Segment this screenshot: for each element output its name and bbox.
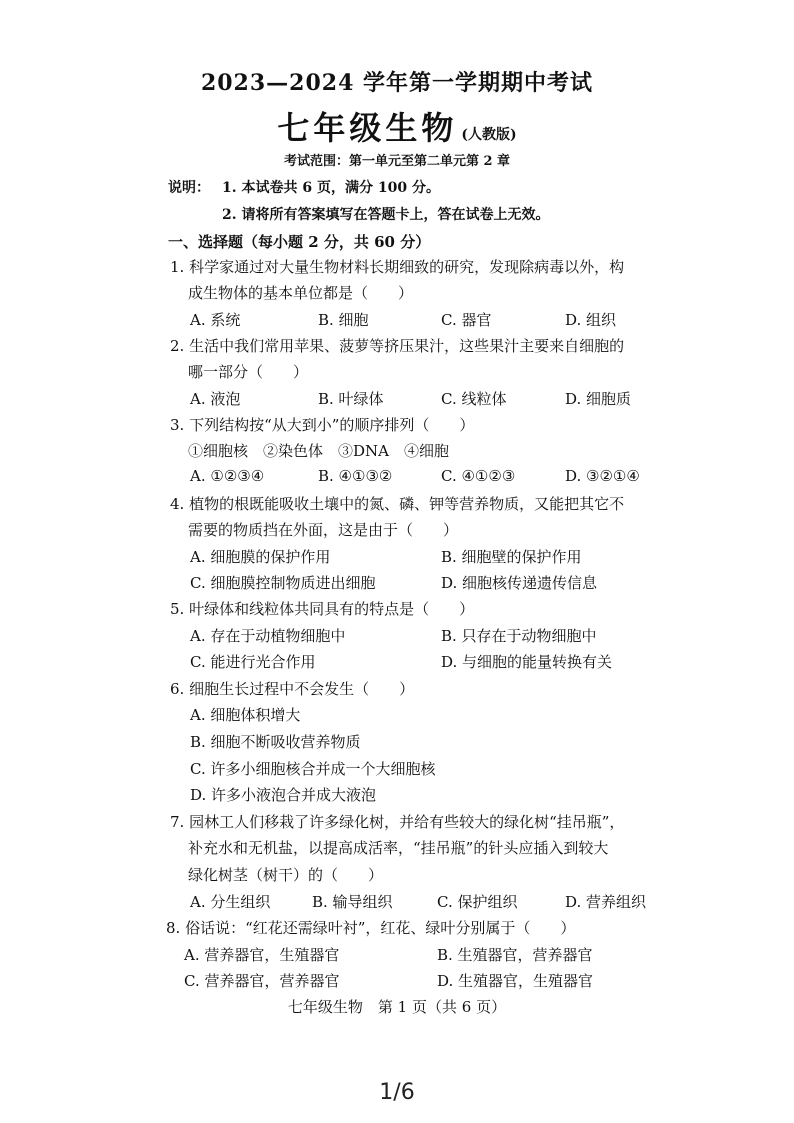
question-1-line-2: 成生物体的基本单位都是（ ） [188,284,414,302]
question-7-line-1: 7. 园林工人们移栽了许多绿化树，并给有些较大的绿化树“挂吊瓶”， [170,813,625,831]
question-4-option-c: C. 细胞膜控制物质进出细胞 [190,574,376,592]
question-4-option-d: D. 细胞核传递遗传信息 [441,574,598,592]
question-8-option-a: A. 营养器官，生殖器官 [184,946,340,964]
question-8-line-1: 8. 俗话说：“红花还需绿叶衬”，红花、绿叶分别属于（ ） [166,919,576,937]
question-4-option-a: A. 细胞膜的保护作用 [190,548,331,566]
question-8-option-b: B. 生殖器官，营养器官 [437,946,593,964]
instruction-2: 2. 请将所有答案填写在答题卡上，答在试卷上无效。 [222,207,550,223]
subject-heading [0,103,794,149]
question-5-line-1: 5. 叶绿体和线粒体共同具有的特点是（ ） [170,600,475,618]
question-2-option-c: C. 线粒体 [441,390,507,408]
question-8-option-d: D. 生殖器官，生殖器官 [437,972,594,990]
question-6-line-1: 6. 细胞生长过程中不会发生（ ） [170,680,415,698]
subject-name: 七年级生物 [277,109,458,147]
question-1-option-c: C. 器官 [441,311,492,329]
question-5-option-d: D. 与细胞的能量转换有关 [441,653,613,671]
question-3-option-d: D. ③②①④ [565,467,640,485]
edition-label: (人教版) [461,127,517,143]
instruction-1: 1. 本试卷共 6 页，满分 100 分。 [222,180,440,196]
question-3-option-c: C. ④①②③ [441,467,516,485]
question-2-line-2: 哪一部分（ ） [188,363,309,381]
question-3-line-1: 3. 下列结构按“从大到小”的顺序排列（ ） [170,416,475,434]
instructions-label: 说明： [168,180,210,196]
question-6-option-a: A. 细胞体积增大 [190,706,301,724]
question-1-line-1: 1. 科学家通过对大量生物材料长期细致的研究，发现除病毒以外，构 [170,258,625,276]
question-7-option-c: C. 保护组织 [437,893,518,911]
question-7-option-a: A. 分生组织 [190,893,271,911]
page-footer: 七年级生物 第 1 页（共 6 页） [287,998,507,1016]
question-3-option-b: B. ④①③② [318,467,393,485]
question-5-option-a: A. 存在于动植物细胞中 [190,627,346,645]
exam-title: 2023—2024 学年第一学期期中考试 [200,70,594,96]
question-5-option-b: B. 只存在于动物细胞中 [441,627,597,645]
section-heading: 一、选择题（每小题 2 分，共 60 分） [168,233,431,251]
page-counter: 1/6 [379,1080,415,1105]
question-6-option-b: B. 细胞不断吸收营养物质 [190,733,361,751]
question-7-option-b: B. 输导组织 [312,893,393,911]
question-7-line-2: 补充水和无机盐，以提高成活率，“挂吊瓶”的针头应插入到较大 [188,839,609,857]
exam-scope: 考试范围：第一单元至第二单元第 2 章 [283,154,511,169]
question-2-option-a: A. 液泡 [190,390,241,408]
question-1-option-a: A. 系统 [190,311,241,329]
question-1-option-b: B. 细胞 [318,311,369,329]
question-2-option-b: B. 叶绿体 [318,390,384,408]
question-1-option-d: D. 组织 [565,311,617,329]
question-6-option-c: C. 许多小细胞核合并成一个大细胞核 [190,760,436,778]
question-2-option-d: D. 细胞质 [565,390,632,408]
question-3-option-a: A. ①②③④ [190,467,265,485]
question-4-option-b: B. 细胞壁的保护作用 [441,548,582,566]
question-7-line-3: 绿化树茎（树干）的（ ） [188,866,384,884]
question-8-option-c: C. 营养器官，营养器官 [184,972,340,990]
question-5-option-c: C. 能进行光合作用 [190,653,316,671]
question-4-line-1: 4. 植物的根既能吸收土壤中的氮、磷、钾等营养物质，又能把其它不 [170,495,625,513]
question-2-line-1: 2. 生活中我们常用苹果、菠萝等挤压果汁，这些果汁主要来自细胞的 [170,337,625,355]
question-6-option-d: D. 许多小液泡合并成大液泡 [190,786,377,804]
question-4-line-2: 需要的物质挡在外面，这是由于（ ） [188,521,459,539]
question-7-option-d: D. 营养组织 [565,893,647,911]
question-3-line-2: ①细胞核 ②染色体 ③DNA ④细胞 [188,442,449,460]
